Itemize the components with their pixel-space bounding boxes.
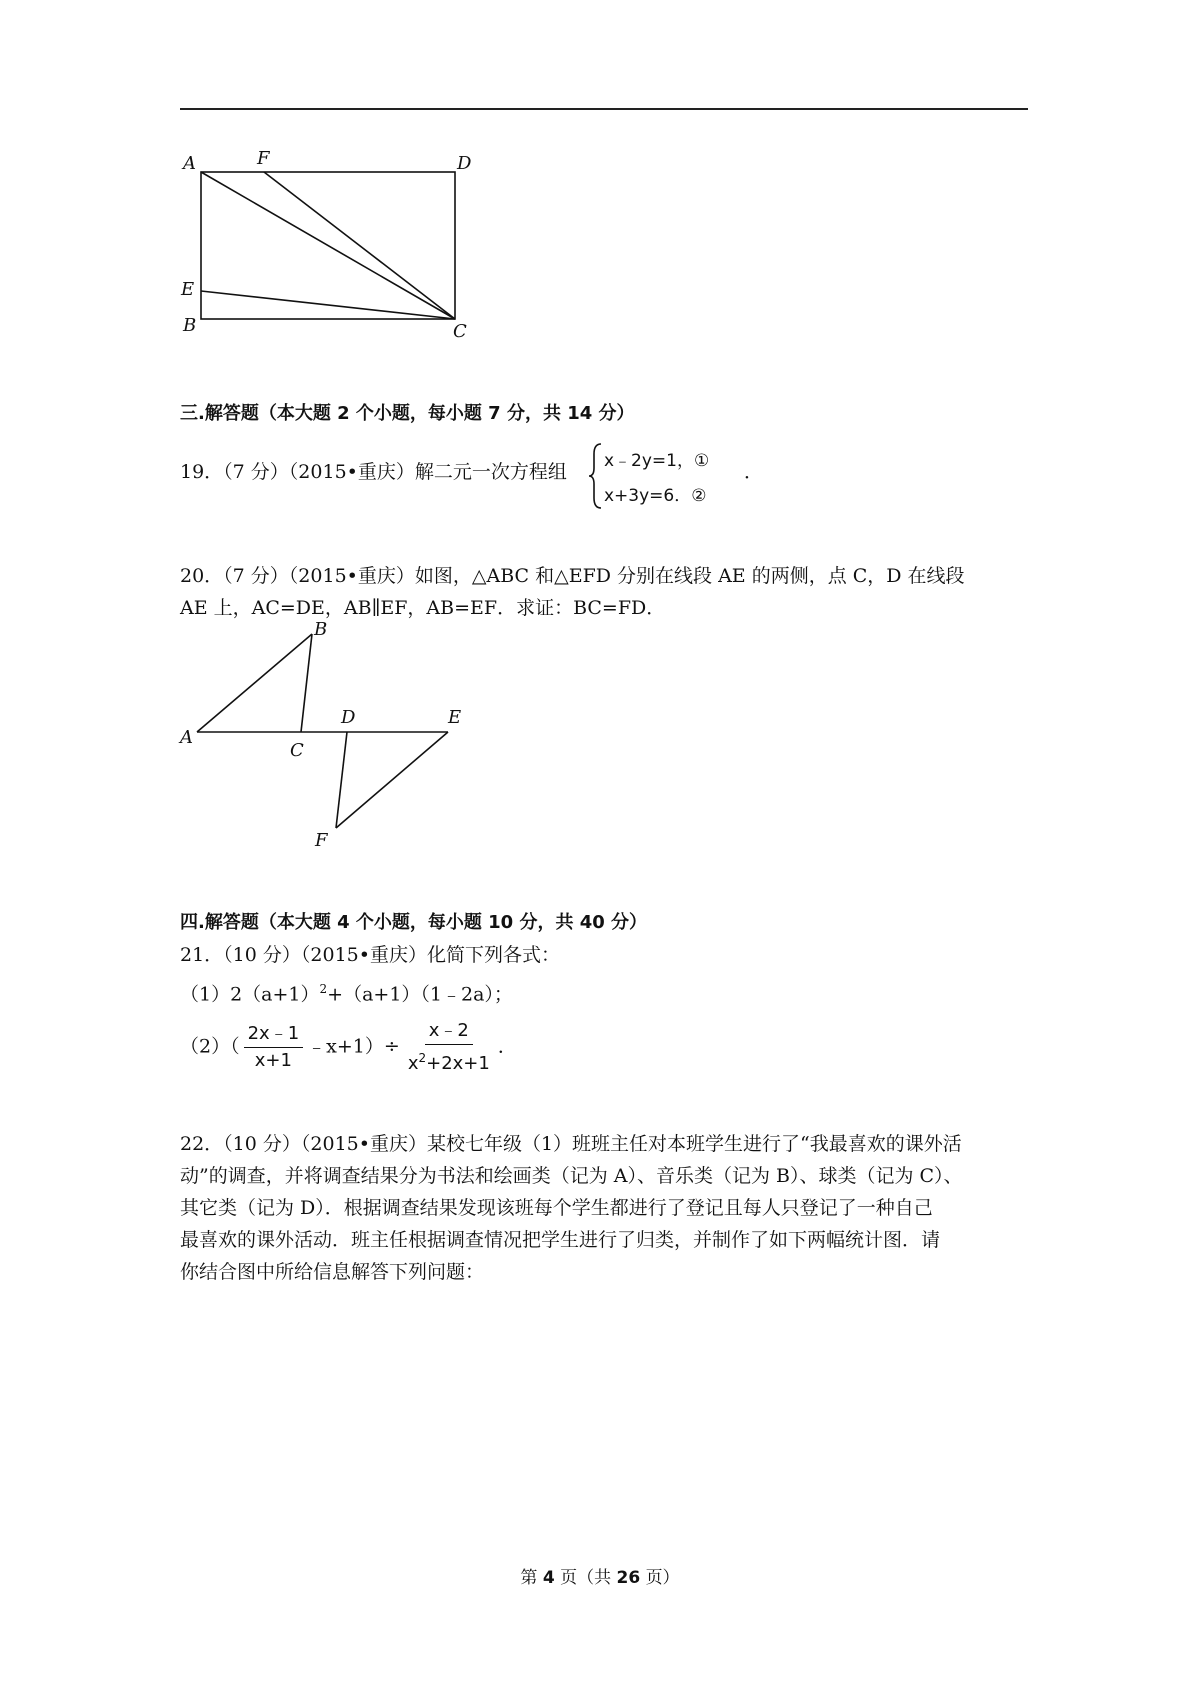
fraction-1: $\frac{2x﹣1}{x+1}$ — [244, 1023, 304, 1072]
equation-1: x﹣2y=1，① — [604, 451, 710, 471]
figure-triangles — [175, 615, 475, 850]
current-page: 4 — [542, 1568, 555, 1588]
q20-line1: 20．（7 分）（2015•重庆）如图，△ABC 和△EFD 分别在线段 AE 的两侧，点 C，D 在线段 — [180, 565, 965, 587]
label-a: A — [180, 727, 193, 748]
label-e: E — [181, 279, 195, 300]
label-d: D — [341, 707, 356, 728]
q22-line5: 你结合图中所给信息解答下列问题： — [180, 1261, 485, 1283]
page-footer: 第 4 页（共 26 页） — [520, 1568, 680, 1588]
segment-ac — [201, 172, 455, 319]
fraction-2: $\frac{x﹣2}{x^2+2x+1}$ — [407, 1020, 490, 1074]
q21-stem: 21．（10 分）（2015•重庆）化简下列各式： — [180, 944, 560, 966]
figure-rectangle — [175, 145, 485, 345]
label-e: E — [448, 707, 462, 728]
label-d: D — [457, 153, 472, 174]
q19-suffix: ． — [744, 461, 764, 483]
segment-df — [336, 732, 347, 828]
q21-part1: $(1)2(a+1)^2+(a+1)(1﹣2a)$； — [180, 982, 513, 1006]
q20-line2: AE 上，AC=DE，AB∥EF，AB=EF．求证：BC=FD． — [180, 597, 666, 619]
segment-ec — [201, 291, 455, 319]
label-b: B — [314, 619, 328, 640]
q22-line4: 最喜欢的课外活动．班主任根据调查情况把学生进行了归类，并制作了如下两幅统计图．请 — [180, 1229, 941, 1251]
header-rule — [180, 108, 1028, 110]
segment-bc — [301, 634, 312, 732]
q21-part2: （2）（ $\frac{2x﹣1}{x+1}$ ﹣x+1）÷ $\frac{x﹣2}{x^2+2x+1}$ ． — [180, 1020, 517, 1074]
q19-prefix: 19．（7 分）（2015•重庆）解二元一次方程组 — [180, 461, 567, 483]
segment-ab — [197, 634, 312, 732]
segment-fe — [336, 732, 448, 828]
segment-fc — [264, 172, 455, 319]
q22-line1: 22．（10 分）（2015•重庆）某校七年级（1）班班主任对本班学生进行了“我最喜欢的课外活 — [180, 1133, 962, 1155]
label-c: C — [290, 740, 304, 761]
q22-line2: 动”的调查，并将调查结果分为书法和绘画类（记为 A）、音乐类（记为 B）、球类（记为 C）、 — [180, 1165, 963, 1187]
equation-2: x+3y=6．② — [604, 486, 707, 506]
label-f: F — [257, 148, 270, 169]
section3-title: 三.解答题（本大题 2 个小题，每小题 7 分，共 14 分） — [180, 403, 635, 424]
label-b: B — [183, 315, 197, 336]
label-a: A — [183, 153, 196, 174]
total-pages: 26 — [616, 1568, 641, 1588]
equation-system — [588, 440, 748, 512]
label-f: F — [315, 830, 328, 850]
q22-line3: 其它类（记为 D）．根据调查结果发现该班每个学生都进行了登记且每人只登记了一种自己 — [180, 1197, 933, 1219]
section4-title: 四.解答题（本大题 4 个小题，每小题 10 分，共 40 分） — [180, 912, 648, 933]
label-c: C — [453, 321, 467, 342]
